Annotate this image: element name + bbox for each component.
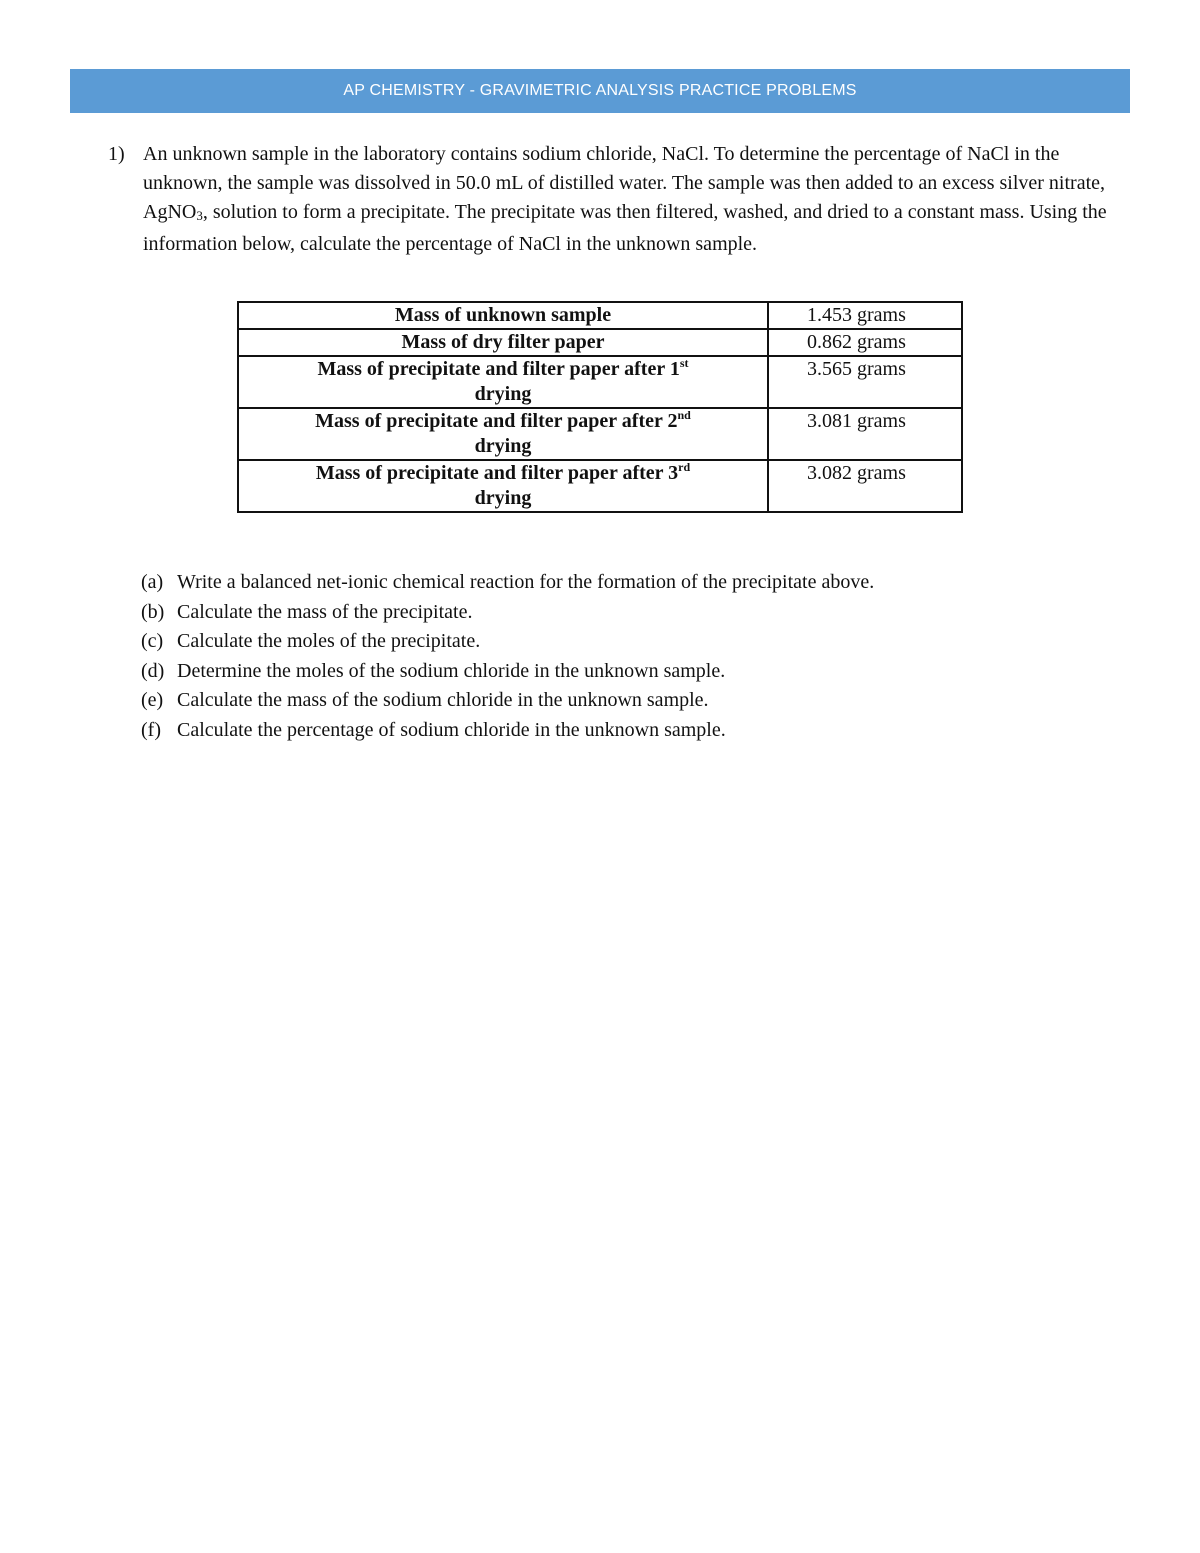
question-text: Calculate the percentage of sodium chloride in the unknown sample. xyxy=(177,718,726,741)
list-item xyxy=(141,627,1131,657)
list-item xyxy=(141,598,1131,628)
table-row xyxy=(238,302,962,329)
table-row xyxy=(238,460,962,512)
problem-text-subscript: 3 xyxy=(196,208,203,223)
question-letter: (b) xyxy=(141,600,165,623)
row-value: 1.453 grams xyxy=(768,302,962,329)
list-item xyxy=(141,716,1131,746)
question-text: Write a balanced net-ionic chemical reaction for the formation of the precipitate above. xyxy=(177,571,875,593)
list-item xyxy=(141,686,1131,716)
question-text: Calculate the mass of the sodium chloride in the unknown sample. xyxy=(177,689,709,711)
question-letter: (c) xyxy=(141,630,164,652)
row-label-text: Mass of unknown sample xyxy=(394,304,612,326)
row-label-end: drying xyxy=(474,487,532,509)
problem-text-part2: , solution to form a precipitate. The precipitate was then filtered, washed, and dried to a constant mass. Using the information below, calculate the percentage of NaCl in the unknown sample. xyxy=(143,201,1107,255)
row-value: 3.082 grams xyxy=(768,460,962,512)
list-item xyxy=(141,657,1131,687)
row-label-text: Mass of dry filter paper xyxy=(401,331,605,353)
row-value: 0.862 grams xyxy=(768,329,962,356)
question-letter: (e) xyxy=(141,689,164,711)
question-text: Determine the moles of the sodium chloride in the unknown sample. xyxy=(177,659,726,682)
table-row xyxy=(238,356,962,408)
question-text: Calculate the moles of the precipitate. xyxy=(177,630,481,652)
problem-text-part1: An unknown sample in the laboratory contains sodium chloride, NaCl. To determine the percentage of NaCl in the unknown, the sample was dissolved in 50.0 mL of distilled water. The sample was then added to an excess silver nitrate, AgNO xyxy=(143,143,1106,223)
row-label-text: Mass of precipitate and filter paper after 1 xyxy=(317,358,680,380)
row-label-superscript: nd xyxy=(677,408,691,422)
data-table xyxy=(237,301,963,513)
problem-statement xyxy=(143,140,1133,259)
header-bar xyxy=(70,69,1130,113)
row-label xyxy=(238,329,768,356)
row-label-text: Mass of precipitate and filter paper after 2 xyxy=(315,410,678,432)
question-text: Calculate the mass of the precipitate. xyxy=(177,600,473,623)
row-label-end: drying xyxy=(474,435,532,457)
row-label xyxy=(238,302,768,329)
row-label xyxy=(238,460,768,512)
row-label-end: drying xyxy=(474,383,532,405)
row-label-superscript: st xyxy=(679,356,689,370)
question-letter: (a) xyxy=(141,571,164,593)
row-label xyxy=(238,408,768,460)
page-title: AP CHEMISTRY - GRAVIMETRIC ANALYSIS PRACTICE PROBLEMS xyxy=(343,82,857,99)
row-value: 3.565 grams xyxy=(768,356,962,408)
question-list xyxy=(141,568,1131,745)
row-label-superscript: rd xyxy=(678,460,691,474)
question-letter: (d) xyxy=(141,659,165,682)
question-letter: (f) xyxy=(141,718,161,741)
table-row xyxy=(238,329,962,356)
row-label xyxy=(238,356,768,408)
problem-number: 1) xyxy=(108,143,125,165)
row-label-text: Mass of precipitate and filter paper after 3 xyxy=(315,462,679,484)
list-item xyxy=(141,568,1131,598)
table-row xyxy=(238,408,962,460)
row-value: 3.081 grams xyxy=(768,408,962,460)
